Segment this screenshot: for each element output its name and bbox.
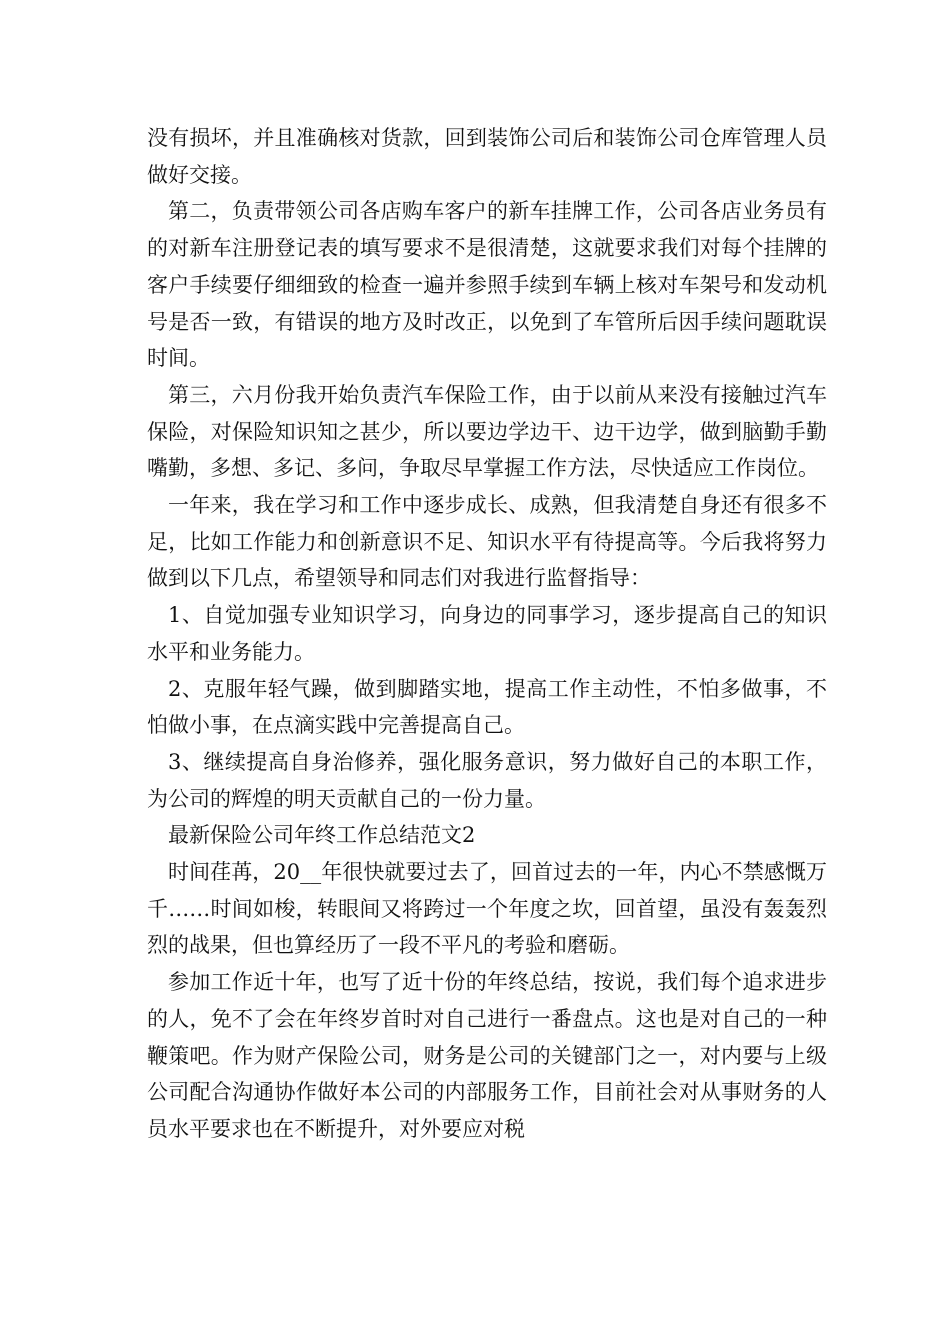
document-body bbox=[147, 120, 827, 1148]
paragraph-third-duty: 第三，六月份我开始负责汽车保险工作，由于以前从来没有接触过汽车保险，对保险知识知之甚少，所以要边学边干、边干边学，做到脑勤手勤嘴勤，多想、多记、多问，争取尽早掌握工作方法，尽快适应工作岗位。 bbox=[147, 382, 827, 481]
list-item-2: 2、克服年轻气躁，做到脚踏实地，提高工作主动性，不怕多做事，不怕做小事，在点滴实践中完善提高自己。 bbox=[147, 676, 827, 738]
paragraph-work-decade: 参加工作近十年，也写了近十份的年终总结，按说，我们每个追求进步的人，免不了会在年终岁首时对自己进行一番盘点。这也是对自己的一种鞭策吧。作为财产保险公司，财务是公司的关键部门之一，对内要与上级公司配合沟通协作做好本公司的内部服务工作，目前社会对从事财务的人员水平要求也在不断提升，对外要应对税 bbox=[147, 970, 827, 1141]
paragraph-time-passes: 时间荏苒，20__年很快就要过去了，回首过去的一年，内心不禁感慨万千……时间如梭，转眼间又将跨过一个年度之坎，回首望，虽没有轰轰烈烈的战果，但也算经历了一段不平凡的考验和磨砺。 bbox=[147, 860, 827, 958]
section-heading: 最新保险公司年终工作总结范文2 bbox=[168, 823, 476, 848]
list-item-3: 3、继续提高自身治修养，强化服务意识，努力做好自己的本职工作，为公司的辉煌的明天贡献自己的一份力量。 bbox=[147, 749, 827, 811]
paragraph-continuation: 没有损坏，并且准确核对货款，回到装饰公司后和装饰公司仓库管理人员做好交接。 bbox=[147, 126, 827, 187]
paragraph-self-review: 一年来，我在学习和工作中逐步成长、成熟，但我清楚自身还有很多不足，比如工作能力和创新意识不足、知识水平有待提高等。今后我将努力做到以下几点，希望领导和同志们对我进行监督指导： bbox=[147, 493, 827, 591]
list-item-1: 1、自觉加强专业知识学习，向身边的同事学习，逐步提高自己的知识水平和业务能力。 bbox=[147, 603, 827, 664]
paragraph-second-duty: 第二，负责带领公司各店购车客户的新车挂牌工作，公司各店业务员有的对新车注册登记表的填写要求不是很清楚，这就要求我们对每个挂牌的客户手续要仔细细致的检查一遍并参照手续到车辆上核对车架号和发动机号是否一致，有错误的地方及时改正，以免到了车管所后因手续问题耽误时间。 bbox=[147, 199, 827, 371]
